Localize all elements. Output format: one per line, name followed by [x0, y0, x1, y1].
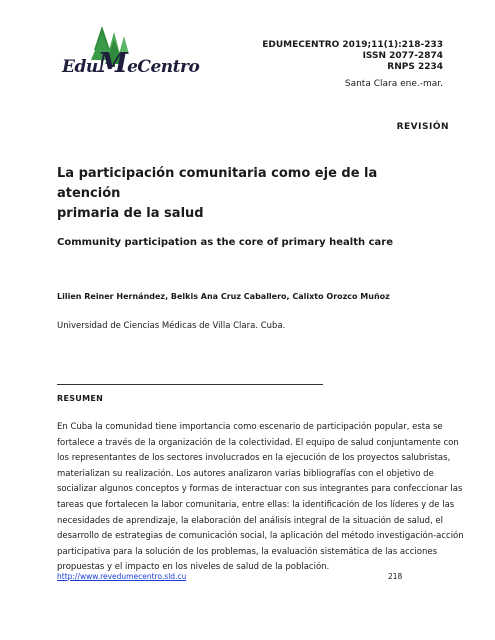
issn: ISSN 2077-2874: [362, 51, 443, 61]
abstract-line: necesidades de aprendizaje, la elaboración del análisis integral de la situación de salud, el: [57, 515, 443, 526]
journal-url-link[interactable]: http://www.revedumecentro.sld.cu: [57, 572, 187, 581]
citation: EDUMECENTRO 2019;11(1):218-233: [262, 40, 443, 50]
journal-logo: [58, 24, 200, 82]
section-label: REVISIÓN: [396, 122, 449, 132]
abstract-line: los representantes de los sectores involucrados en la ejecución de los proyectos salubristas,: [57, 453, 451, 464]
abstract-line: desarrollo de estrategias de comunicación social, la aplicación del método investigación-acción: [57, 531, 464, 542]
authors: Lilien Reiner Hernández, Belkis Ana Cruz Caballero, Calixto Orozco Muñoz: [57, 292, 390, 301]
title-line: primaria de la salud: [57, 206, 204, 221]
title-line: La participación comunitaria como eje de la atención: [57, 166, 378, 201]
affiliation: Universidad de Ciencias Médicas de Villa Clara. Cuba.: [57, 321, 286, 331]
abstract-line: participativa para la solución de los problemas, la evaluación sistemática de las acciones: [57, 546, 438, 557]
article-title: [57, 164, 437, 224]
abstract-line: socializar algunos conceptos y formas de interactuar con sus integrantes para confeccionar las: [57, 484, 463, 495]
place-date: Santa Clara ene.-mar.: [344, 79, 443, 89]
rnps: RNPS 2234: [387, 62, 443, 72]
page-number: 218: [388, 572, 403, 581]
abstract-line: propuestas y el impacto en los niveles de salud de la población.: [57, 562, 330, 573]
abstract-line: fortalece a través de la organización de la colectividad. El equipo de salud conjuntamente con: [57, 437, 459, 448]
article-subtitle: Community participation as the core of primary health care: [57, 237, 393, 248]
abstract-heading: RESUMEN: [57, 394, 104, 403]
abstract-line: tareas que fortalecen la labor comunitaria, entre ellas: la identificación de los líderes y de las: [57, 499, 455, 510]
separator-line: [57, 384, 323, 385]
journal-info: [262, 40, 443, 73]
abstract-line: En Cuba la comunidad tiene importancia como escenario de participación popular, esta se: [57, 422, 443, 432]
logo-wordmark: EduMeCentro: [62, 48, 200, 79]
abstract-line: materializan su realización. Los autores analizaron varias bibliografías con el objetivo de: [57, 468, 434, 479]
abstract-body: [57, 420, 464, 576]
